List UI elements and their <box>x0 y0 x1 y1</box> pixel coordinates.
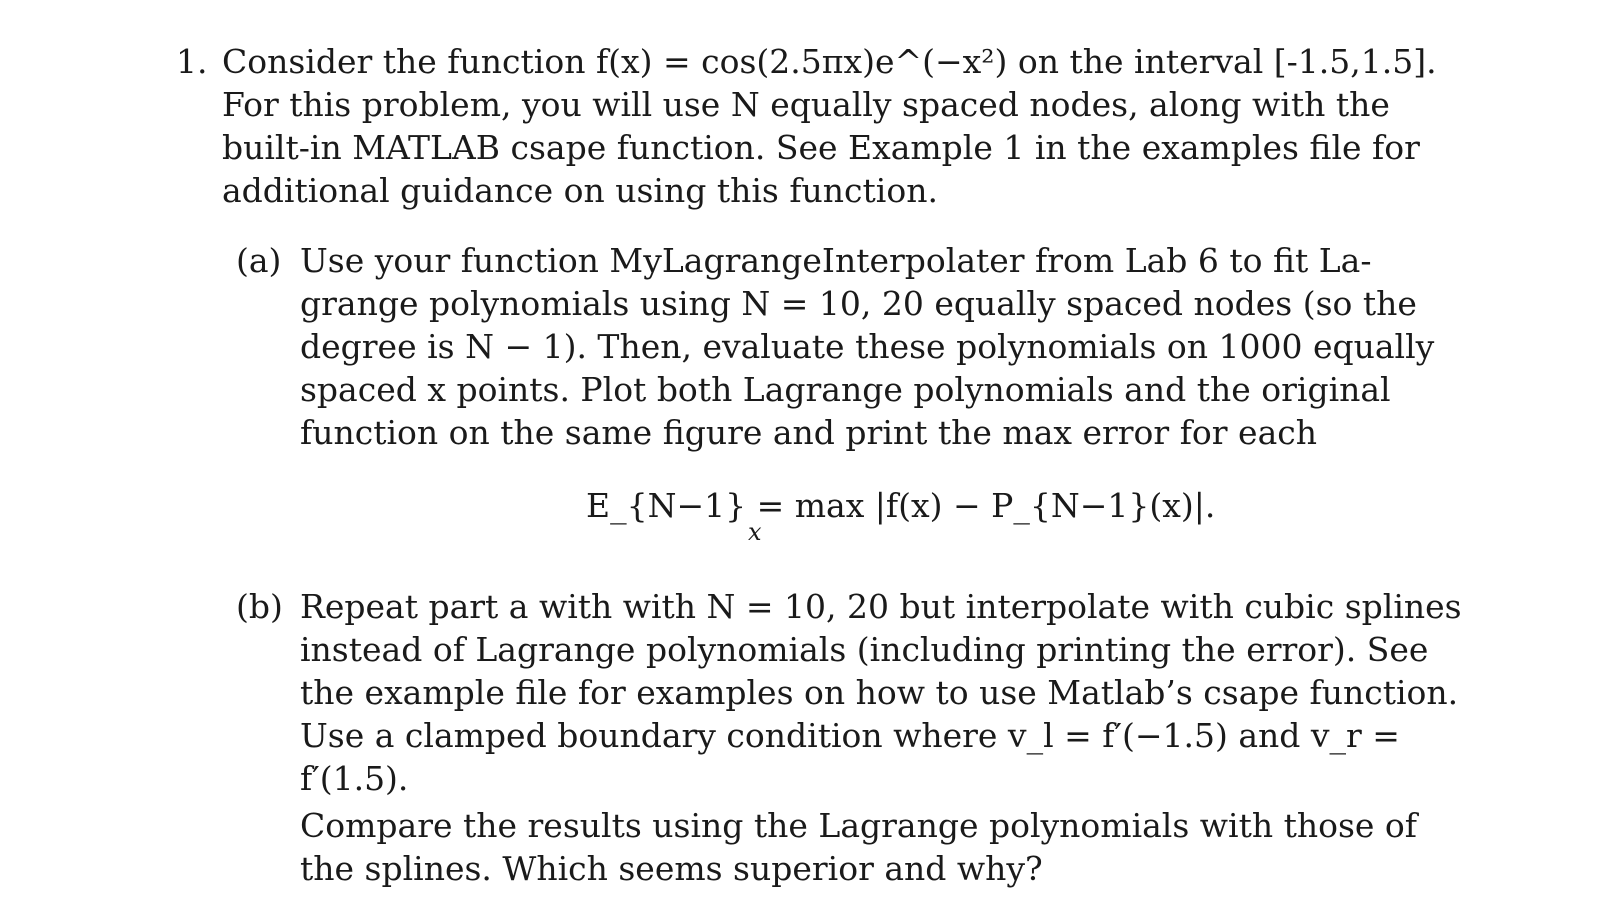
compare-line-2: the splines. Which seems superior and why? <box>300 849 1043 888</box>
part-b-compare <box>300 804 1418 890</box>
part-b-line-2: instead of Lagrange polynomials (including printing the error). See <box>300 630 1429 669</box>
compare-line-1: Compare the results using the Lagrange polynomials with those of <box>300 806 1418 845</box>
part-a-line-2: grange polynomials using N = 10, 20 equally spaced nodes (so the <box>300 284 1417 323</box>
part-b-line-5: f′(1.5). <box>300 759 409 798</box>
problem-number: 1. <box>176 42 208 81</box>
part-b-label: (b) <box>236 587 283 626</box>
part-b-line-4: Use a clamped boundary condition where v_l = f′(−1.5) and v_r = <box>300 716 1400 755</box>
part-a-line-4: spaced x points. Plot both Lagrange polynomials and the original <box>300 370 1391 409</box>
problem-line-3: built-in MATLAB csape function. See Example 1 in the examples file for <box>222 128 1420 167</box>
problem-line-4: additional guidance on using this function. <box>222 171 938 210</box>
part-b-body <box>300 585 1462 800</box>
problem-line-1: Consider the function f(x) = cos(2.5πx)e^(−x²) on the interval [-1.5,1.5]. <box>222 42 1437 81</box>
part-a-body <box>300 239 1435 454</box>
part-a-line-1: Use your function MyLagrangeInterpolater from Lab 6 to fit La- <box>300 241 1372 280</box>
part-a-line-3: degree is N − 1). Then, evaluate these polynomials on 1000 equally <box>300 327 1435 366</box>
part-a-line-5: function on the same figure and print the max error for each <box>300 413 1317 452</box>
part-a-label: (a) <box>236 241 282 280</box>
error-equation: E_{N−1} = max |f(x) − P_{N−1}(x)|. <box>586 486 1216 525</box>
part-b-line-1: Repeat part a with with N = 10, 20 but interpolate with cubic splines <box>300 587 1462 626</box>
problem-line-2: For this problem, you will use N equally spaced nodes, along with the <box>222 85 1390 124</box>
problem-intro <box>222 40 1437 212</box>
error-equation-subscript: x <box>748 518 762 546</box>
part-b-line-3: the example file for examples on how to use Matlab’s csape function. <box>300 673 1459 712</box>
